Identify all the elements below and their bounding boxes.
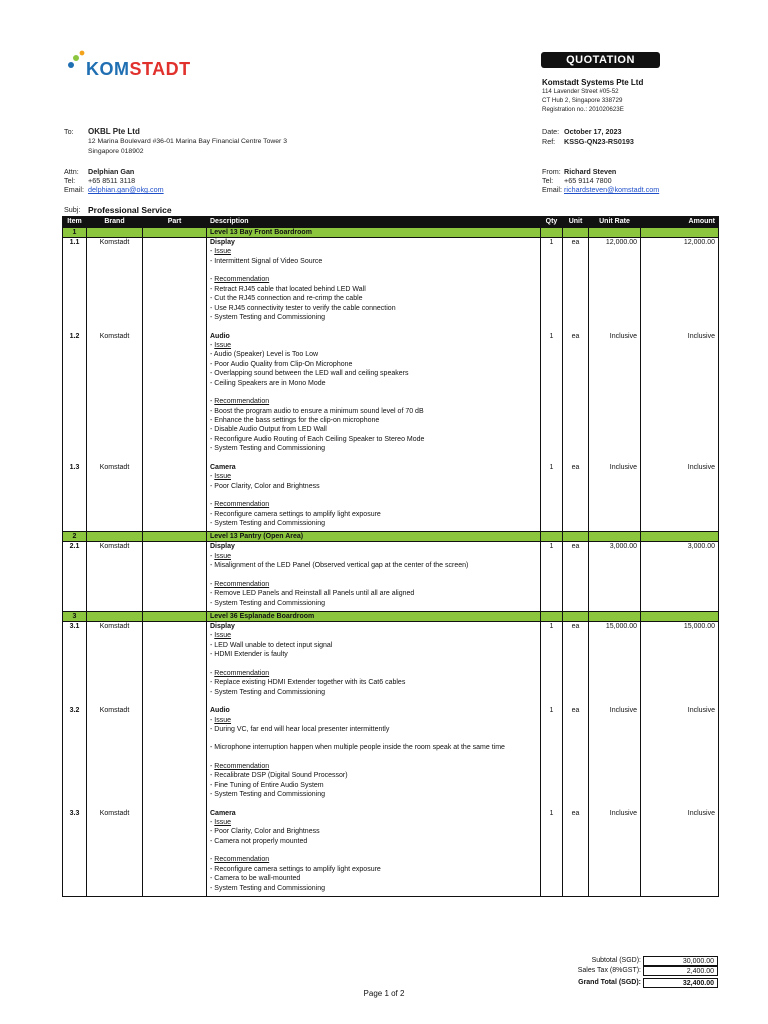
recommendation-item: - Fine Tuning of Entire Audio System	[210, 781, 324, 789]
from-email-link[interactable]: richardsteven@komstadt.com	[564, 185, 660, 194]
recommendation-text: Replace existing HDMI Extender together with its Cat6 cables	[214, 679, 406, 687]
recommendation-text: Remove LED Panels and Reinstall all Panels until all are aligned	[214, 590, 415, 598]
description-cell	[207, 463, 541, 532]
document-title: QUOTATION	[541, 52, 660, 68]
description-spacer	[210, 266, 537, 275]
recommendation-text: Disable Audio Output from LED Wall	[214, 426, 327, 434]
recommendation-text: System Testing and Commissioning	[214, 314, 326, 322]
recommendation-item: - Replace existing HDMI Extender together with its Cat6 cables	[210, 679, 406, 687]
attn-name: Delphian Gan	[88, 167, 135, 176]
unit-cell: ea	[563, 542, 589, 612]
section-empty-cell	[589, 532, 641, 542]
unit-cell: ea	[563, 238, 589, 332]
unit-rate-cell: Inclusive	[589, 706, 641, 809]
recommendation-item: - Cut the RJ45 connection and re-crimp the cable	[210, 295, 363, 303]
section-empty-cell	[541, 228, 563, 238]
recommendation-text: Recalibrate DSP (Digital Sound Processor)	[214, 772, 348, 780]
issue-text: Misalignment of the LED Panel (Observed vertical gap at the center of the screen)	[214, 562, 469, 570]
section-empty-cell	[563, 612, 589, 622]
item-number: 3.2	[63, 706, 87, 809]
issue-item: - Poor Audio Quality from Clip-On Microphone	[210, 360, 353, 368]
ref-label: Ref:	[542, 137, 556, 146]
recommendation-heading: - Recommendation	[210, 276, 270, 284]
issue-item: - Poor Clarity, Color and Brightness	[210, 828, 320, 836]
recommendation-text: System Testing and Commissioning	[214, 688, 326, 696]
col-header-unit: Unit	[563, 217, 589, 228]
part-cell	[143, 463, 207, 532]
recommendation-item: - Reconfigure Audio Routing of Each Ceiling Speaker to Stereo Mode	[210, 435, 425, 443]
recommendation-heading: - Recommendation	[210, 669, 270, 677]
recommendation-text: System Testing and Commissioning	[214, 884, 326, 892]
recommendation-text: Camera to be wall-mounted	[214, 875, 301, 883]
tax-value: 2,400.00	[643, 966, 718, 976]
table-body	[63, 228, 719, 897]
grand-total-value: 32,400.00	[643, 978, 718, 988]
from-name: Richard Steven	[564, 167, 617, 176]
grand-total-label: Grand Total (SGD):	[578, 979, 641, 986]
subject-value: Professional Service	[88, 205, 172, 215]
table-row	[63, 706, 719, 809]
section-title: Level 13 Pantry (Open Area)	[207, 532, 541, 542]
part-cell	[143, 706, 207, 809]
brand-cell: Komstadt	[87, 332, 143, 463]
col-header-unit-rate: Unit Rate	[589, 217, 641, 228]
section-empty-cell	[541, 532, 563, 542]
item-number: 2.1	[63, 542, 87, 612]
date-label: Date:	[542, 127, 560, 136]
company-address-1: 114 Lavender Street #05-52	[542, 88, 619, 95]
qty-cell: 1	[541, 463, 563, 532]
recommendation-item: - Reconfigure camera settings to amplify light exposure	[210, 865, 381, 873]
section-empty-cell	[563, 228, 589, 238]
from-tel-label: Tel:	[542, 176, 554, 185]
description-cell	[207, 622, 541, 707]
company-address-2: CT Hub 2, Singapore 338729	[542, 97, 623, 104]
unit-cell: ea	[563, 332, 589, 463]
recommendation-text: Retract RJ45 cable that located behind LED Wall	[214, 285, 366, 293]
unit-cell: ea	[563, 463, 589, 532]
issue-text: Poor Clarity, Color and Brightness	[214, 828, 320, 836]
issue-heading: - Issue	[210, 473, 232, 481]
col-header-part: Part	[143, 217, 207, 228]
company-registration: Registration no.: 201020623E	[542, 106, 624, 113]
issue-text: Poor Clarity, Color and Brightness	[214, 482, 320, 490]
from-email-label: Email:	[542, 185, 562, 194]
recommendation-item: - Disable Audio Output from LED Wall	[210, 426, 327, 434]
recommendation-text: Reconfigure camera settings to amplify light exposure	[214, 510, 381, 518]
section-title: Level 36 Esplanade Boardroom	[207, 612, 541, 622]
company-name: Komstadt Systems Pte Ltd	[542, 78, 644, 87]
recommendation-item: - Reconfigure camera settings to amplify light exposure	[210, 510, 381, 518]
description-title: Camera	[210, 809, 236, 817]
recommendation-item: - Enhance the bass settings for the clip-on microphone	[210, 417, 380, 424]
recommendation-text: Reconfigure camera settings to amplify light exposure	[214, 865, 381, 873]
issue-text: Microphone interruption happen when multiple people inside the room speak at the same time	[214, 744, 505, 752]
part-cell	[143, 542, 207, 612]
description-spacer	[210, 571, 537, 580]
recommendation-text: Boost the program audio to ensure a minimum sound level of 70 dB	[214, 407, 424, 415]
section-brand-cell	[87, 612, 143, 622]
to-label: To:	[64, 127, 74, 136]
description-cell	[207, 706, 541, 809]
issue-text: Ceiling Speakers are in Mono Mode	[214, 379, 326, 387]
item-number: 1.1	[63, 238, 87, 332]
col-header-description: Description	[207, 217, 541, 228]
recommendation-text: System Testing and Commissioning	[214, 445, 326, 453]
description-title: Display	[210, 239, 235, 246]
part-cell	[143, 622, 207, 707]
recommendation-item: - Remove LED Panels and Reinstall all Panels until all are aligned	[210, 590, 415, 598]
qty-cell: 1	[541, 332, 563, 463]
recommendation-heading: - Recommendation	[210, 580, 270, 588]
description-title: Camera	[210, 463, 236, 471]
issue-item: - Camera not properly mounted	[210, 837, 308, 845]
section-row	[63, 612, 719, 622]
recommendation-heading: - Recommendation	[210, 501, 270, 509]
description-spacer	[210, 753, 537, 762]
section-number: 3	[63, 612, 87, 622]
recommendation-heading: - Recommendation	[210, 856, 270, 864]
table-row	[63, 809, 719, 897]
brand-cell: Komstadt	[87, 463, 143, 532]
recommendation-heading: - Recommendation	[210, 762, 270, 770]
row-spacer	[210, 697, 537, 706]
row-spacer	[210, 800, 537, 809]
issue-item: - LED Wall unable to detect input signal	[210, 641, 333, 649]
issue-text: HDMI Extender is faulty	[214, 651, 288, 659]
table-row	[63, 622, 719, 707]
subject-label: Subj:	[64, 205, 81, 214]
amount-cell: 12,000.00	[641, 238, 719, 332]
recommendation-item: - Use RJ45 connectivity tester to verify the cable connection	[210, 304, 396, 312]
amount-cell: Inclusive	[641, 706, 719, 809]
table-row	[63, 463, 719, 532]
issue-label: Issue	[214, 341, 232, 349]
recommendation-item: - Camera to be wall-mounted	[210, 875, 301, 883]
item-number: 1.3	[63, 463, 87, 532]
ref-value: KSSG-QN23-RS0193	[564, 137, 634, 146]
date-value: October 17, 2023	[564, 127, 622, 136]
unit-rate-cell: 3,000.00	[589, 542, 641, 612]
issue-item: - Ceiling Speakers are in Mono Mode	[210, 379, 326, 387]
section-title: Level 13 Bay Front Boardroom	[207, 228, 541, 238]
brand-cell: Komstadt	[87, 238, 143, 332]
table-row	[63, 332, 719, 463]
issue-item	[210, 734, 537, 743]
issue-heading: - Issue	[210, 632, 232, 640]
description-title: Display	[210, 543, 235, 551]
item-number: 3.3	[63, 809, 87, 897]
subtotal-label: Subtotal (SGD):	[591, 957, 641, 964]
recommendation-item: - System Testing and Commissioning	[210, 791, 326, 799]
tax-label: Sales Tax (8%GST):	[577, 967, 641, 974]
komstadt-logo-icon	[66, 50, 86, 72]
recommendation-text: Enhance the bass settings for the clip-on microphone	[214, 417, 380, 424]
recommendation-label: Recommendation	[214, 398, 270, 406]
unit-rate-cell: Inclusive	[589, 332, 641, 463]
description-spacer	[210, 660, 537, 669]
section-part-cell	[143, 612, 207, 622]
recommendation-item: - System Testing and Commissioning	[210, 445, 326, 453]
item-number: 1.2	[63, 332, 87, 463]
issue-item: - Overlapping sound between the LED wall and ceiling speakers	[210, 370, 409, 378]
row-spacer	[210, 454, 537, 463]
issue-label: Issue	[214, 632, 232, 640]
issue-label: Issue	[214, 473, 232, 481]
issue-text: Camera not properly mounted	[214, 837, 308, 845]
part-cell	[143, 332, 207, 463]
recommendation-label: Recommendation	[214, 762, 270, 770]
section-brand-cell	[87, 532, 143, 542]
qty-cell: 1	[541, 542, 563, 612]
section-part-cell	[143, 228, 207, 238]
description-title: Audio	[210, 707, 230, 715]
col-header-brand: Brand	[87, 217, 143, 228]
attn-tel-label: Tel:	[64, 176, 76, 185]
unit-cell: ea	[563, 706, 589, 809]
unit-rate-cell: Inclusive	[589, 809, 641, 897]
recommendation-label: Recommendation	[214, 669, 270, 677]
section-brand-cell	[87, 228, 143, 238]
section-empty-cell	[541, 612, 563, 622]
issue-heading: - Issue	[210, 819, 232, 826]
section-empty-cell	[589, 612, 641, 622]
issue-text: Audio (Speaker) Level is Too Low	[213, 351, 319, 359]
issue-heading: - Issue	[210, 716, 232, 724]
to-address-2: Singapore 018902	[88, 148, 144, 155]
recommendation-text: System Testing and Commissioning	[214, 599, 326, 607]
section-empty-cell	[641, 612, 719, 622]
qty-cell: 1	[541, 622, 563, 707]
attn-email-link[interactable]: delphian.gan@okg.com	[88, 185, 164, 194]
description-cell	[207, 809, 541, 897]
recommendation-label: Recommendation	[214, 856, 270, 864]
issue-heading: - Issue	[210, 341, 232, 349]
issue-label: Issue	[214, 716, 232, 724]
description-title: Display	[210, 623, 235, 630]
section-number: 1	[63, 228, 87, 238]
section-empty-cell	[641, 532, 719, 542]
section-row	[63, 532, 719, 542]
table-header-row	[63, 217, 719, 228]
recommendation-text: System Testing and Commissioning	[214, 519, 326, 527]
from-label: From:	[542, 167, 561, 176]
issue-text: Overlapping sound between the LED wall and ceiling speakers	[214, 370, 409, 378]
issue-item: - Audio (Speaker) Level is Too Low	[210, 351, 319, 359]
issue-text: Poor Audio Quality from Clip-On Microphone	[214, 360, 353, 368]
item-number: 3.1	[63, 622, 87, 707]
issue-text: Intermittent Signal of Video Source	[214, 257, 323, 265]
amount-cell: Inclusive	[641, 463, 719, 532]
col-header-qty: Qty	[541, 217, 563, 228]
issue-heading: - Issue	[210, 552, 232, 560]
recommendation-label: Recommendation	[214, 501, 270, 509]
amount-cell: 15,000.00	[641, 622, 719, 707]
qty-cell: 1	[541, 706, 563, 809]
section-empty-cell	[563, 532, 589, 542]
issue-item: - Misalignment of the LED Panel (Observed vertical gap at the center of the screen)	[210, 562, 469, 570]
issue-item: - During VC, far end will hear local presenter intermittently	[210, 725, 390, 733]
issue-item: - Poor Clarity, Color and Brightness	[210, 482, 320, 490]
recommendation-text: Cut the RJ45 connection and re-crimp the cable	[214, 295, 363, 303]
section-row	[63, 228, 719, 238]
issue-text: LED Wall unable to detect input signal	[214, 641, 333, 649]
recommendation-item: - System Testing and Commissioning	[210, 884, 326, 892]
recommendation-item: - Recalibrate DSP (Digital Sound Processor)	[210, 772, 348, 780]
table-row	[63, 542, 719, 612]
unit-cell: ea	[563, 622, 589, 707]
attn-label: Attn:	[64, 167, 79, 176]
issue-heading: - Issue	[210, 248, 232, 256]
description-title: Audio	[210, 332, 230, 340]
brand-cell: Komstadt	[87, 542, 143, 612]
recommendation-item: - System Testing and Commissioning	[210, 314, 326, 322]
issue-label: Issue	[214, 819, 232, 826]
issue-item: - Intermittent Signal of Video Source	[210, 257, 323, 265]
table-row	[63, 238, 719, 332]
issue-item: - HDMI Extender is faulty	[210, 651, 288, 659]
col-header-amount: Amount	[641, 217, 719, 228]
recommendation-item: - System Testing and Commissioning	[210, 688, 326, 696]
from-tel: +65 9114 7800	[564, 176, 612, 185]
company-logo: KOMSTADT	[86, 59, 191, 79]
description-spacer	[210, 491, 537, 500]
unit-cell: ea	[563, 809, 589, 897]
amount-cell: 3,000.00	[641, 542, 719, 612]
qty-cell: 1	[541, 809, 563, 897]
section-part-cell	[143, 532, 207, 542]
issue-label: Issue	[214, 552, 232, 560]
col-header-item: Item	[63, 217, 87, 228]
description-spacer	[210, 846, 537, 855]
quotation-table	[62, 216, 719, 897]
recommendation-heading: - Recommendation	[210, 398, 270, 406]
brand-cell: Komstadt	[87, 622, 143, 707]
issue-text: During VC, far end will hear local presenter intermittently	[214, 725, 390, 733]
attn-email-label: Email:	[64, 185, 84, 194]
issue-item: - Microphone interruption happen when multiple people inside the room speak at the same time	[210, 744, 505, 752]
page-number: Page 1 of 2	[363, 989, 405, 998]
part-cell	[143, 238, 207, 332]
description-cell	[207, 542, 541, 612]
recommendation-item: - Retract RJ45 cable that located behind LED Wall	[210, 285, 366, 293]
description-cell	[207, 332, 541, 463]
amount-cell: Inclusive	[641, 809, 719, 897]
to-name: OKBL Pte Ltd	[88, 127, 140, 136]
section-empty-cell	[589, 228, 641, 238]
recommendation-item: - Boost the program audio to ensure a minimum sound level of 70 dB	[210, 407, 424, 415]
recommendation-item: - System Testing and Commissioning	[210, 519, 326, 527]
recommendation-text: System Testing and Commissioning	[214, 791, 326, 799]
brand-cell: Komstadt	[87, 809, 143, 897]
amount-cell: Inclusive	[641, 332, 719, 463]
recommendation-text: Use RJ45 connectivity tester to verify the cable connection	[214, 304, 396, 312]
unit-rate-cell: 15,000.00	[589, 622, 641, 707]
description-cell	[207, 238, 541, 332]
qty-cell: 1	[541, 238, 563, 332]
to-address-1: 12 Marina Boulevard #36-01 Marina Bay Financial Centre Tower 3	[88, 138, 287, 145]
recommendation-label: Recommendation	[214, 276, 270, 284]
unit-rate-cell: Inclusive	[589, 463, 641, 532]
recommendation-label: Recommendation	[214, 580, 270, 588]
section-empty-cell	[641, 228, 719, 238]
description-spacer	[210, 388, 537, 397]
section-number: 2	[63, 532, 87, 542]
recommendation-text: Fine Tuning of Entire Audio System	[214, 781, 324, 789]
subtotal-value: 30,000.00	[643, 956, 718, 966]
row-spacer	[210, 323, 537, 332]
recommendation-item: - System Testing and Commissioning	[210, 599, 326, 607]
issue-label: Issue	[214, 248, 232, 256]
row-spacer	[210, 893, 537, 896]
recommendation-text: Reconfigure Audio Routing of Each Ceiling Speaker to Stereo Mode	[214, 435, 425, 443]
brand-cell: Komstadt	[87, 706, 143, 809]
attn-tel: +65 8511 3118	[88, 176, 136, 185]
unit-rate-cell: 12,000.00	[589, 238, 641, 332]
part-cell	[143, 809, 207, 897]
